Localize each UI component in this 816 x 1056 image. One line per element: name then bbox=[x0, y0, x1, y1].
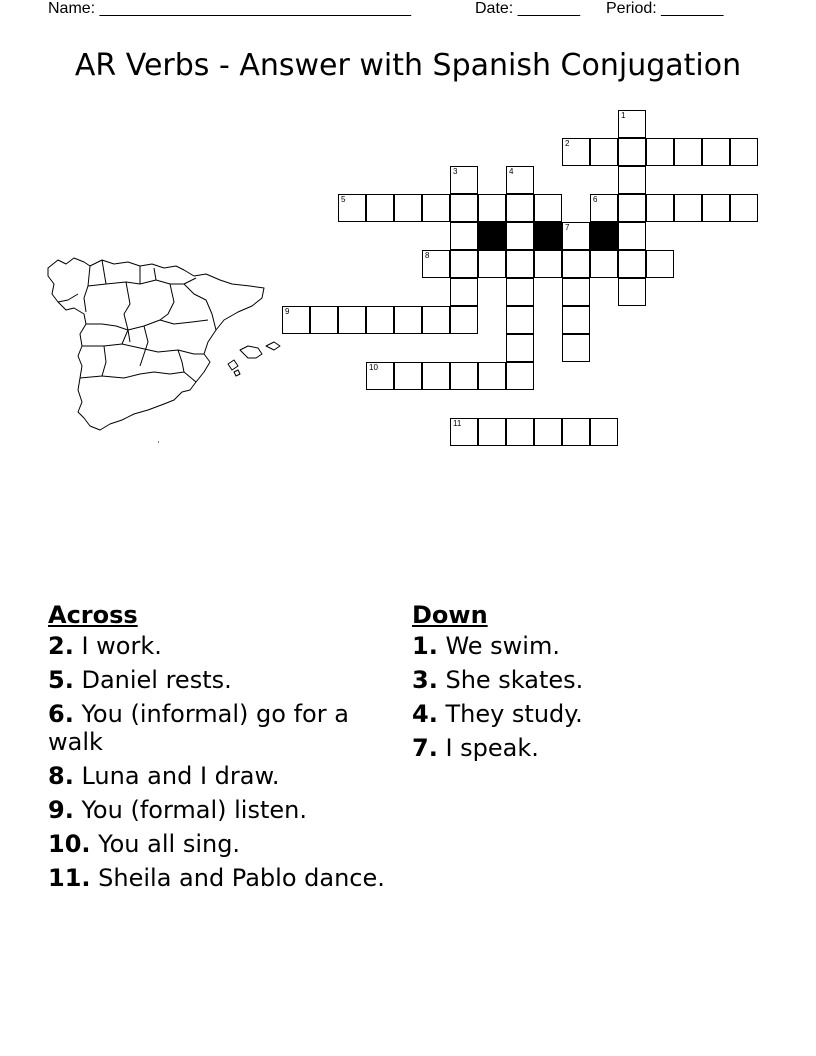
grid-cell[interactable] bbox=[450, 194, 478, 222]
grid-cell[interactable] bbox=[366, 194, 394, 222]
clue-text: Daniel rests. bbox=[73, 666, 232, 694]
clue-text: You all sing. bbox=[90, 830, 241, 858]
grid-cell[interactable] bbox=[562, 222, 590, 250]
grid-cell[interactable] bbox=[618, 194, 646, 222]
clue-number: 5 bbox=[341, 195, 346, 204]
across-clue bbox=[48, 700, 388, 756]
across-clues bbox=[48, 600, 388, 898]
grid-cell[interactable] bbox=[534, 250, 562, 278]
name-field[interactable]: Name: ___________________________________ bbox=[48, 0, 412, 17]
down-clues bbox=[412, 600, 772, 768]
grid-cell[interactable] bbox=[506, 334, 534, 362]
clue-number: 9. bbox=[48, 796, 74, 824]
across-clue bbox=[48, 830, 388, 858]
grid-cell-black bbox=[478, 222, 506, 250]
grid-cell[interactable] bbox=[450, 250, 478, 278]
clue-text: We swim. bbox=[437, 632, 560, 660]
grid-cell[interactable] bbox=[618, 222, 646, 250]
grid-cell[interactable] bbox=[730, 138, 758, 166]
grid-cell[interactable] bbox=[310, 306, 338, 334]
grid-cell-black bbox=[534, 222, 562, 250]
grid-cell[interactable] bbox=[394, 362, 422, 390]
clue-number: 10 bbox=[369, 363, 378, 372]
grid-cell[interactable] bbox=[534, 418, 562, 446]
grid-cell[interactable] bbox=[674, 194, 702, 222]
clue-number: 10. bbox=[48, 830, 91, 858]
clue-number: 11 bbox=[453, 419, 462, 428]
across-clue bbox=[48, 762, 388, 790]
clue-number: 8. bbox=[48, 762, 74, 790]
grid-cell[interactable] bbox=[506, 250, 534, 278]
clue-text: She skates. bbox=[437, 666, 584, 694]
grid-cell[interactable] bbox=[450, 222, 478, 250]
across-clue bbox=[48, 796, 388, 824]
grid-cell[interactable] bbox=[702, 138, 730, 166]
grid-cell[interactable] bbox=[618, 278, 646, 306]
grid-cell[interactable] bbox=[450, 166, 478, 194]
date-field[interactable]: Date: _______ bbox=[475, 0, 580, 17]
clue-number: 2 bbox=[565, 139, 570, 148]
grid-cell[interactable] bbox=[618, 110, 646, 138]
grid-cell[interactable] bbox=[506, 418, 534, 446]
grid-cell[interactable] bbox=[506, 362, 534, 390]
grid-cell[interactable] bbox=[534, 194, 562, 222]
grid-cell[interactable] bbox=[590, 194, 618, 222]
grid-cell[interactable] bbox=[506, 166, 534, 194]
clue-number: 4 bbox=[509, 167, 514, 176]
across-clue bbox=[48, 666, 388, 694]
grid-cell[interactable] bbox=[450, 418, 478, 446]
grid-cell[interactable] bbox=[618, 138, 646, 166]
grid-cell[interactable] bbox=[674, 138, 702, 166]
clue-number: 7 bbox=[565, 223, 570, 232]
grid-cell[interactable] bbox=[478, 362, 506, 390]
period-field[interactable]: Period: _______ bbox=[606, 0, 724, 17]
grid-cell[interactable] bbox=[394, 194, 422, 222]
grid-cell[interactable] bbox=[562, 250, 590, 278]
grid-cell[interactable] bbox=[590, 250, 618, 278]
clue-number: 6. bbox=[48, 700, 74, 728]
grid-cell[interactable] bbox=[646, 194, 674, 222]
grid-cell[interactable] bbox=[450, 306, 478, 334]
grid-cell[interactable] bbox=[730, 194, 758, 222]
clue-number: 5. bbox=[48, 666, 74, 694]
clue-number: 2. bbox=[48, 632, 74, 660]
grid-cell[interactable] bbox=[450, 362, 478, 390]
down-clue bbox=[412, 700, 772, 728]
crossword-grid bbox=[0, 0, 816, 460]
clue-text: Sheila and Pablo dance. bbox=[90, 864, 385, 892]
grid-cell[interactable] bbox=[338, 306, 366, 334]
grid-cell[interactable] bbox=[422, 306, 450, 334]
down-clue bbox=[412, 666, 772, 694]
grid-cell[interactable] bbox=[590, 418, 618, 446]
clue-number: 7. bbox=[412, 734, 438, 762]
clue-text: Luna and I draw. bbox=[73, 762, 280, 790]
page-title: AR Verbs - Answer with Spanish Conjugation bbox=[74, 48, 742, 83]
grid-cell[interactable] bbox=[394, 306, 422, 334]
grid-cell[interactable] bbox=[562, 306, 590, 334]
clue-number: 1 bbox=[621, 111, 626, 120]
across-clue bbox=[48, 864, 388, 892]
grid-cell[interactable] bbox=[618, 250, 646, 278]
grid-cell[interactable] bbox=[366, 362, 394, 390]
clue-text: They study. bbox=[437, 700, 583, 728]
grid-cell[interactable] bbox=[562, 418, 590, 446]
grid-cell[interactable] bbox=[590, 138, 618, 166]
clue-number: 4. bbox=[412, 700, 438, 728]
clue-number: 1. bbox=[412, 632, 438, 660]
clue-number: 3 bbox=[453, 167, 458, 176]
grid-cell[interactable] bbox=[618, 166, 646, 194]
grid-cell[interactable] bbox=[506, 222, 534, 250]
clue-text: I speak. bbox=[437, 734, 539, 762]
clue-text: You (informal) go for a walk bbox=[48, 700, 349, 756]
clue-number: 8 bbox=[425, 251, 430, 260]
across-clue bbox=[48, 632, 388, 660]
grid-cell[interactable] bbox=[562, 278, 590, 306]
across-heading: Across bbox=[48, 601, 138, 629]
grid-cell[interactable] bbox=[646, 138, 674, 166]
clue-number: 6 bbox=[593, 195, 598, 204]
grid-cell[interactable] bbox=[562, 138, 590, 166]
clue-number: 11. bbox=[48, 864, 91, 892]
grid-cell[interactable] bbox=[478, 418, 506, 446]
grid-cell-black bbox=[590, 222, 618, 250]
clue-text: I work. bbox=[73, 632, 162, 660]
grid-cell[interactable] bbox=[506, 306, 534, 334]
grid-cell[interactable] bbox=[422, 250, 450, 278]
grid-cell[interactable] bbox=[422, 362, 450, 390]
grid-cell[interactable] bbox=[366, 306, 394, 334]
down-heading: Down bbox=[412, 601, 488, 629]
grid-cell[interactable] bbox=[562, 334, 590, 362]
grid-cell[interactable] bbox=[422, 194, 450, 222]
grid-cell[interactable] bbox=[478, 250, 506, 278]
grid-cell[interactable] bbox=[506, 194, 534, 222]
grid-cell[interactable] bbox=[338, 194, 366, 222]
clue-text: You (formal) listen. bbox=[73, 796, 307, 824]
clue-number: 9 bbox=[285, 307, 290, 316]
down-clue bbox=[412, 632, 772, 660]
grid-cell[interactable] bbox=[702, 194, 730, 222]
grid-cell[interactable] bbox=[506, 278, 534, 306]
down-clue bbox=[412, 734, 772, 762]
grid-cell[interactable] bbox=[478, 194, 506, 222]
grid-cell[interactable] bbox=[646, 250, 674, 278]
clue-number: 3. bbox=[412, 666, 438, 694]
grid-cell[interactable] bbox=[450, 278, 478, 306]
grid-cell[interactable] bbox=[282, 306, 310, 334]
